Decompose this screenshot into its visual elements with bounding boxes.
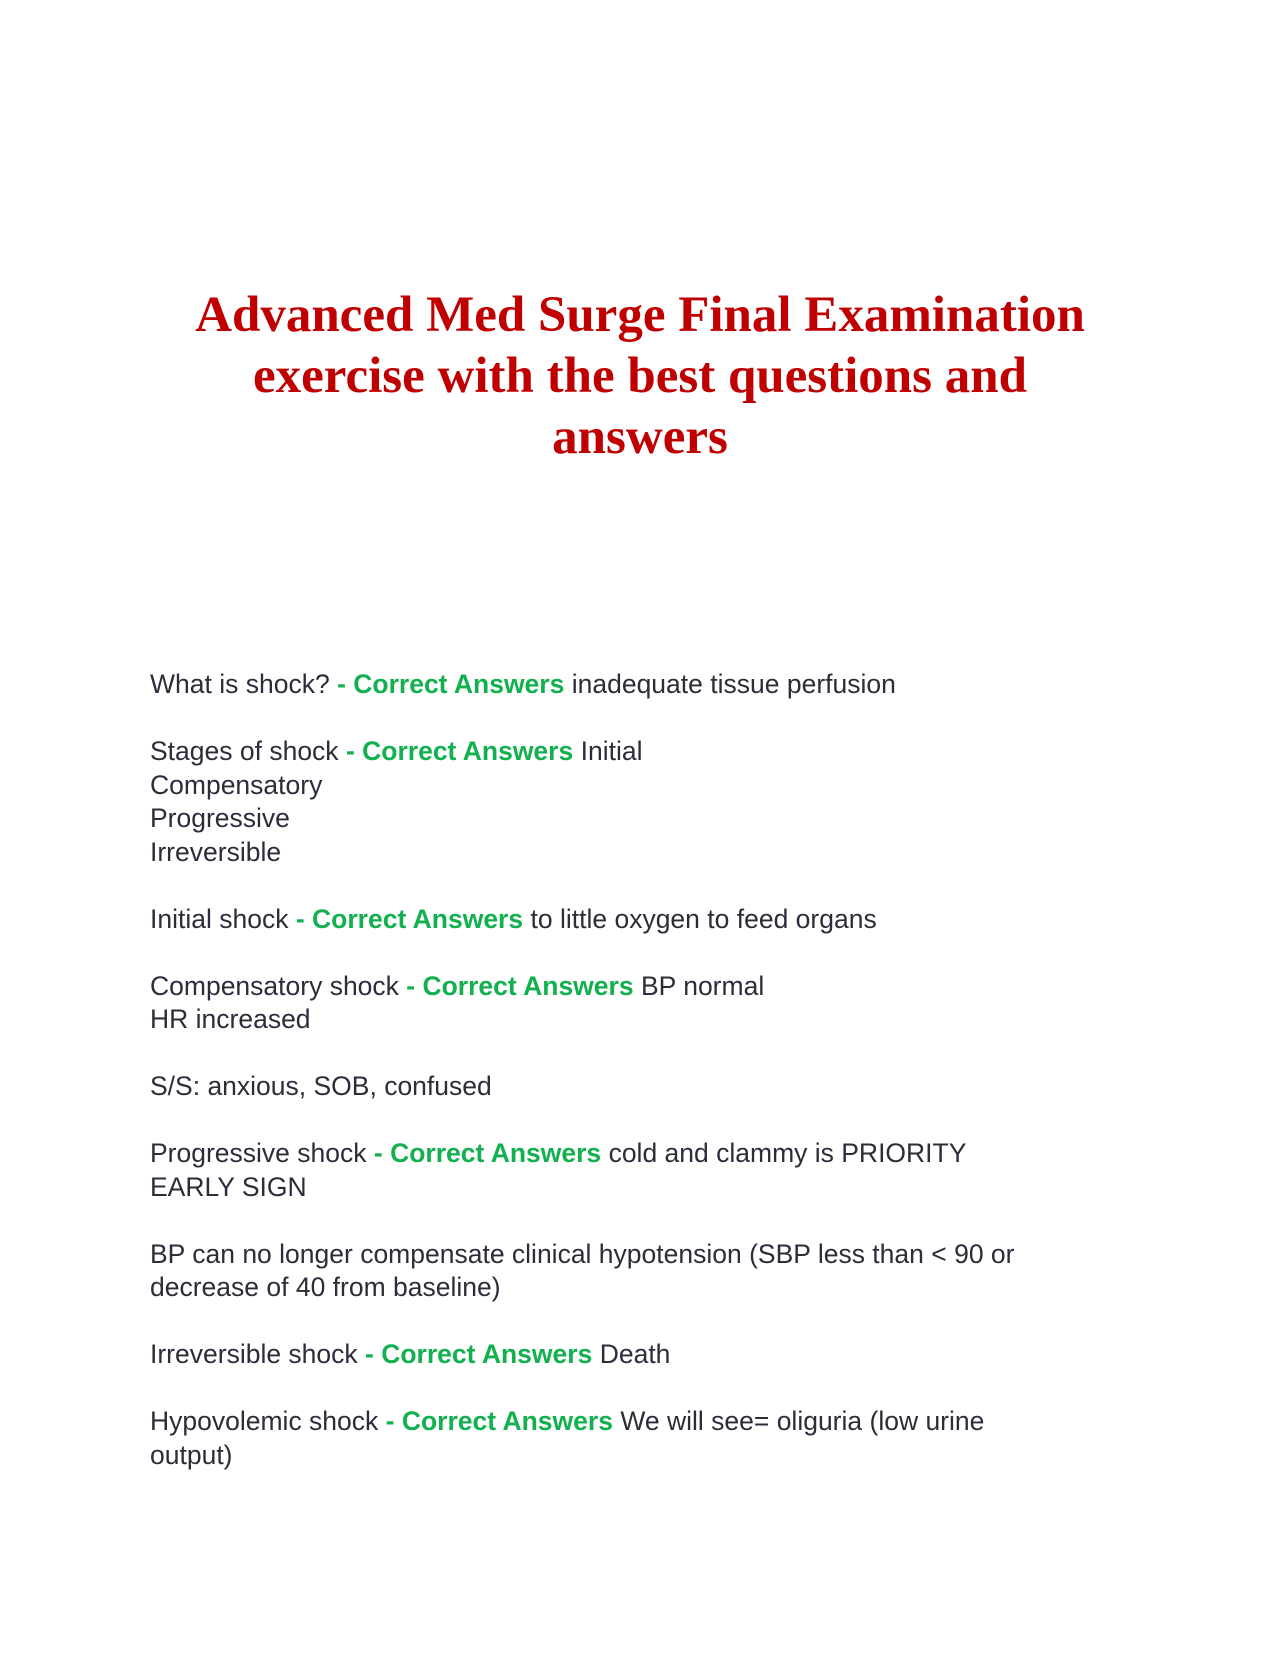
question-text: Hypovolemic shock	[150, 1406, 379, 1436]
answer-text: Death	[599, 1339, 671, 1369]
correct-answers-marker: - Correct Answers	[365, 1339, 593, 1369]
correct-answers-marker: - Correct Answers	[385, 1406, 613, 1436]
answer-text: inadequate tissue perfusion	[571, 669, 896, 699]
qa-line	[150, 1137, 1130, 1171]
qa-line	[150, 903, 1130, 937]
question-text: Initial shock	[150, 903, 289, 934]
title-line-3: answers	[552, 409, 728, 465]
answer-text: Initial	[580, 736, 643, 766]
question-text: Compensatory shock	[150, 970, 399, 1001]
correct-answers-marker: - Correct Answers	[373, 1138, 602, 1168]
qa-item	[150, 735, 1130, 869]
answer-text: BP normal	[640, 970, 765, 1001]
note-paragraph	[150, 1238, 1130, 1305]
qa-item	[150, 1338, 1130, 1372]
qa-list	[150, 668, 1130, 1506]
answer-line: Compensatory	[150, 769, 323, 800]
answer-line: Progressive	[150, 803, 290, 833]
qa-line	[150, 970, 1130, 1004]
qa-line	[150, 1338, 1130, 1372]
qa-line	[150, 1405, 1130, 1439]
answer-line: output)	[150, 1439, 233, 1470]
qa-item	[150, 970, 1130, 1037]
correct-answers-marker: - Correct Answers	[337, 669, 565, 699]
answer-line: HR increased	[150, 1004, 311, 1034]
answer-text: We will see= oliguria (low urine	[620, 1406, 985, 1436]
note-paragraph	[150, 1070, 1130, 1104]
note-line: decrease of 40 from baseline)	[150, 1272, 501, 1302]
qa-item	[150, 903, 1130, 937]
question-text: Progressive shock	[150, 1138, 367, 1168]
qa-item	[150, 1137, 1130, 1204]
qa-line	[150, 735, 1130, 769]
answer-line: EARLY SIGN	[150, 1171, 307, 1202]
answer-text: cold and clammy is PRIORITY	[608, 1138, 967, 1168]
qa-line	[150, 668, 1130, 702]
note-line: BP can no longer compensate clinical hypotension (SBP less than < 90 or	[150, 1238, 1015, 1269]
title-line-2: exercise with the best questions and	[253, 348, 1027, 404]
title-line-1: Advanced Med Surge Final Examination	[195, 287, 1085, 343]
note-line: S/S: anxious, SOB, confused	[150, 1071, 492, 1101]
question-text: Irreversible shock	[150, 1339, 358, 1369]
question-text: Stages of shock	[150, 736, 339, 766]
answer-text: to little oxygen to feed organs	[530, 903, 877, 934]
qa-item	[150, 1405, 1130, 1472]
correct-answers-marker: - Correct Answers	[406, 970, 634, 1001]
document-title	[130, 285, 1150, 468]
correct-answers-marker: - Correct Answers	[295, 903, 524, 934]
qa-item	[150, 668, 1130, 702]
question-text: What is shock?	[150, 669, 330, 699]
correct-answers-marker: - Correct Answers	[345, 736, 574, 766]
answer-line: Irreversible	[150, 836, 282, 867]
